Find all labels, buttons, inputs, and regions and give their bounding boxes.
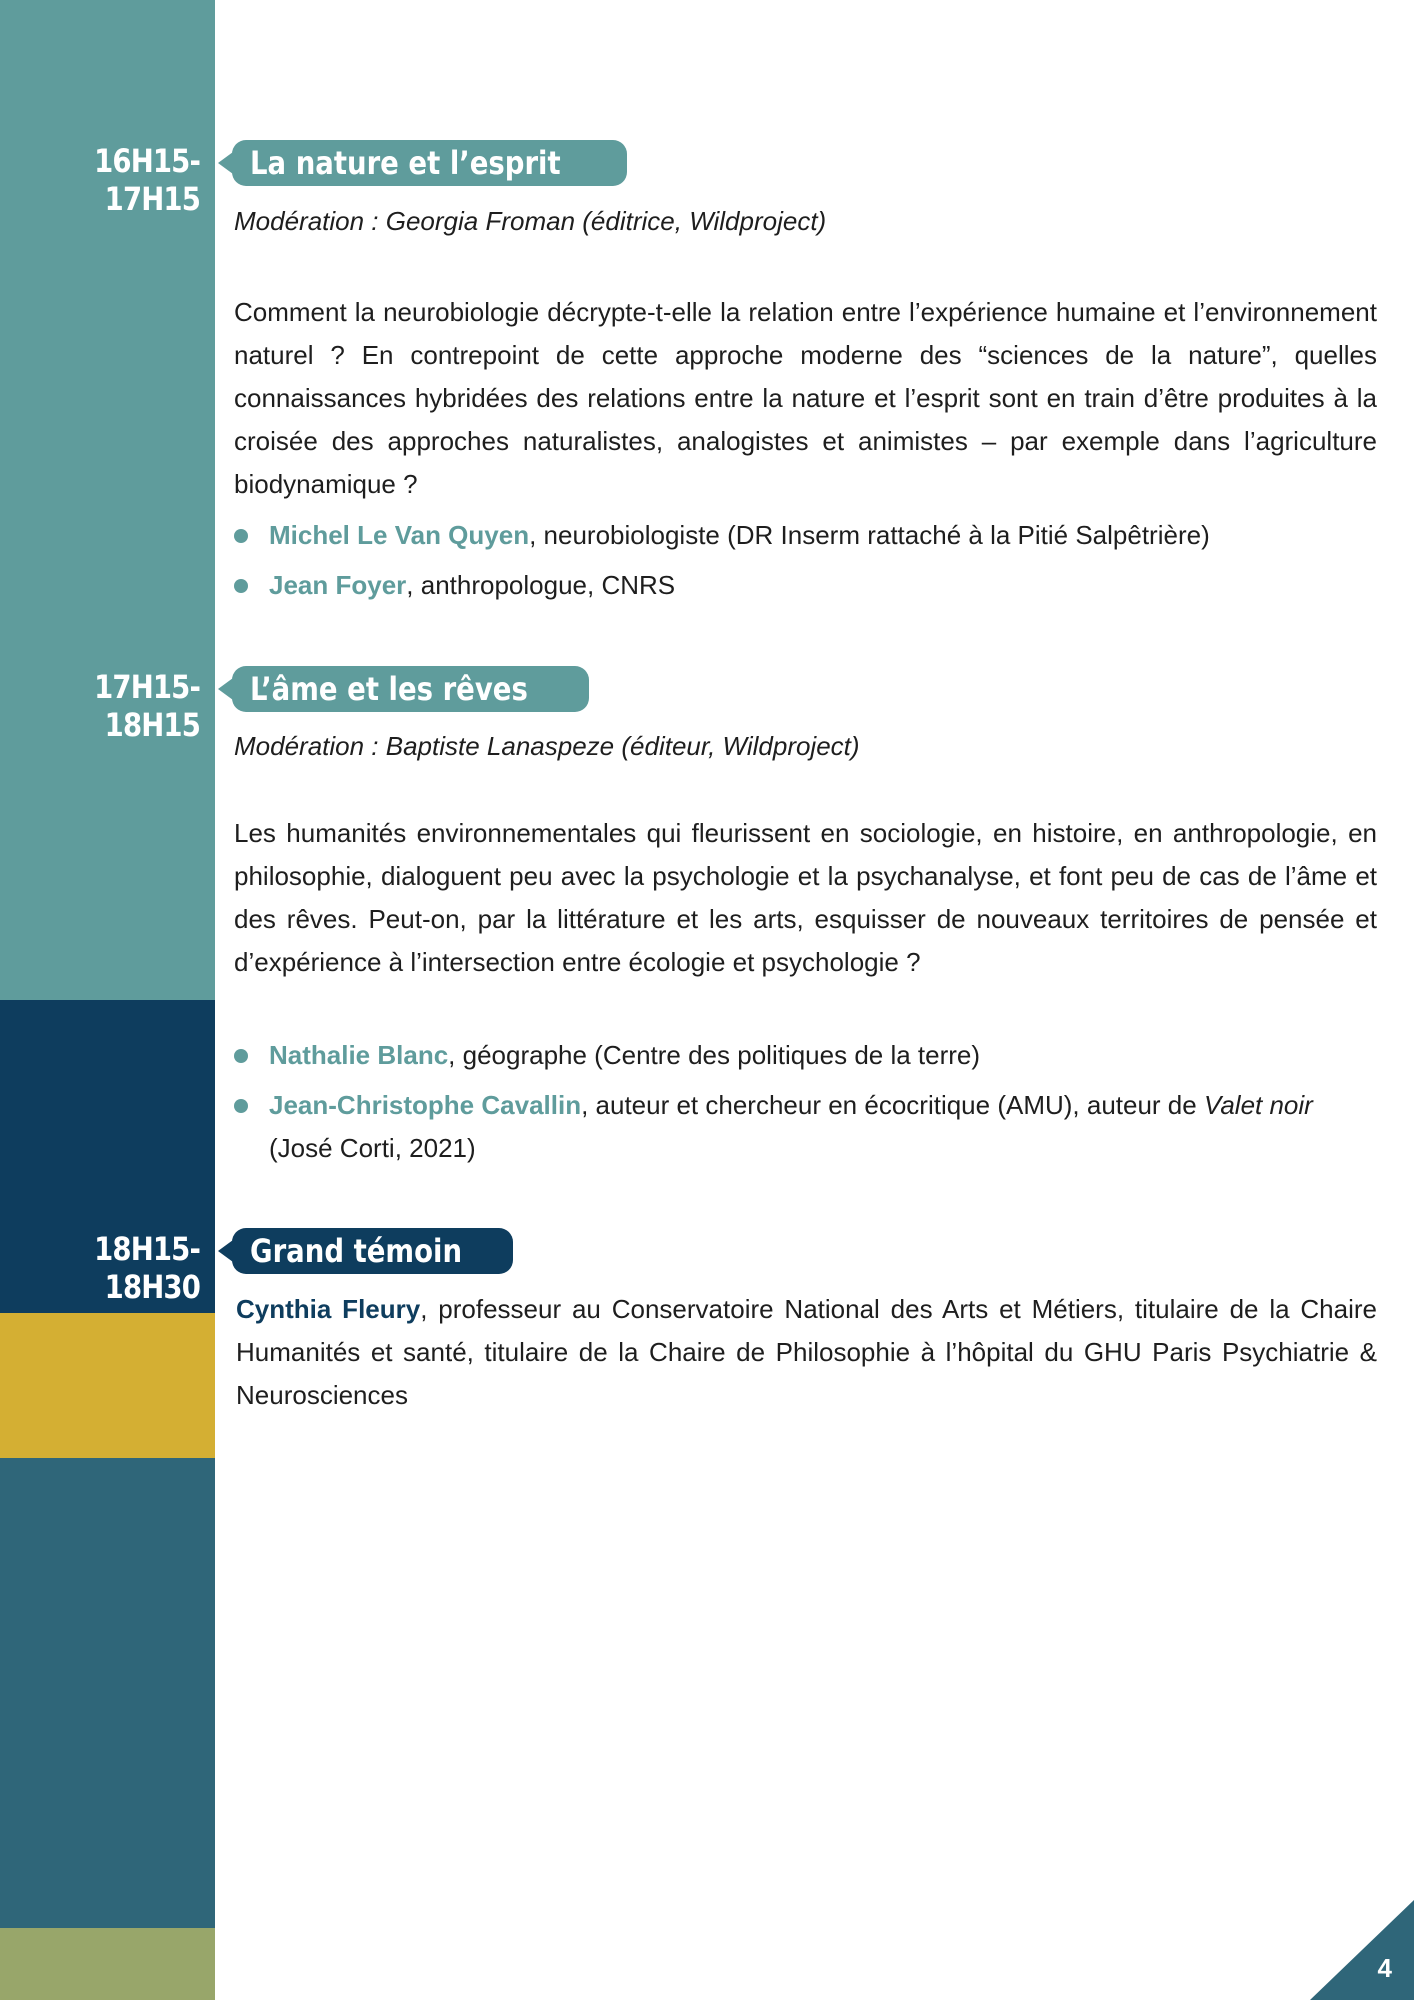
speaker-name: Nathalie Blanc <box>269 1040 449 1070</box>
sidebar-band-slate <box>0 1458 215 1928</box>
list-item <box>234 1034 1377 1077</box>
sidebar-band-olive <box>0 1928 215 2000</box>
bullet-icon <box>234 1049 248 1063</box>
speaker-role: , géographe (Centre des politiques de la terre) <box>448 1040 981 1070</box>
session-title-pill <box>232 140 627 186</box>
witness-text: , professeur au Conservatoire National des Arts et Métiers, titulaire de la Chaire Humanités et santé, titulaire de la Chaire de Philosophie à l’hôpital du GHU Paris Psychiatrie & Neurosciences <box>236 1294 1378 1410</box>
session-time: 17H15-18H15 <box>94 668 200 744</box>
list-item <box>234 564 1377 607</box>
list-item <box>234 514 1377 557</box>
session-title-pill <box>232 1228 513 1274</box>
session-time: 16H15-17H15 <box>94 142 200 218</box>
witness-paragraph <box>236 1288 1377 1417</box>
speaker-name: Jean-Christophe Cavallin <box>269 1090 582 1120</box>
speaker-role: , neurobiologiste (DR Inserm rattaché à la Pitié Salpêtrière) <box>529 520 1210 550</box>
session-moderation: Modération : Baptiste Lanaspeze (éditeur, Wildproject) <box>234 731 860 761</box>
session-description: Comment la neurobiologie décrypte-t-elle la relation entre l’expérience humaine et l’environnement naturel ? En contrepoint de cette approche moderne des “sciences de la nature”, quelles connaissances hybridées des relations entre la nature et l’esprit sont en train d’être produites à la croisée des approches naturalistes, analogistes et animistes – par exemple dans l’agriculture biodynamique ? <box>234 297 1377 499</box>
session-time: 18H15-18H30 <box>94 1230 200 1306</box>
bullet-icon <box>234 1099 248 1113</box>
session-title-pill <box>232 666 589 712</box>
speaker-name: Michel Le Van Quyen <box>269 520 530 550</box>
sidebar-band-gold <box>0 1313 215 1458</box>
list-item <box>234 1084 1377 1170</box>
speaker-role: , anthropologue, CNRS <box>406 570 676 600</box>
bullet-icon <box>234 529 248 543</box>
speaker-name: Jean Foyer <box>269 570 407 600</box>
bullet-icon <box>234 579 248 593</box>
witness-name: Cynthia Fleury <box>236 1294 421 1324</box>
session-description: Les humanités environnementales qui fleurissent en sociologie, en histoire, en anthropologie, en philosophie, dialoguent peu avec la psychologie et la psychanalyse, et font peu de cas de l’âme et des rêves. Peut-on, par la littérature et les arts, esquisser de nouveaux territoires de pensée et d’expérience à l’intersection entre écologie et psychologie ? <box>234 818 1377 977</box>
book-publisher: (José Corti, 2021) <box>269 1133 476 1163</box>
sidebar-color-bands <box>0 0 215 2000</box>
speaker-role: , auteur et chercheur en écocritique (AMU), auteur de <box>581 1090 1204 1120</box>
speaker-list <box>234 514 1377 614</box>
page-number: 4 <box>1377 1953 1392 1983</box>
session-moderation: Modération : Georgia Froman (éditrice, Wildproject) <box>234 206 827 236</box>
speaker-list <box>234 1034 1377 1177</box>
session-title: La nature et l’esprit <box>250 144 561 182</box>
book-title: Valet noir <box>1203 1090 1313 1120</box>
session-title: L’âme et les rêves <box>250 670 528 708</box>
session-title: Grand témoin <box>250 1232 463 1270</box>
page-corner-triangle <box>1310 1900 1414 2000</box>
